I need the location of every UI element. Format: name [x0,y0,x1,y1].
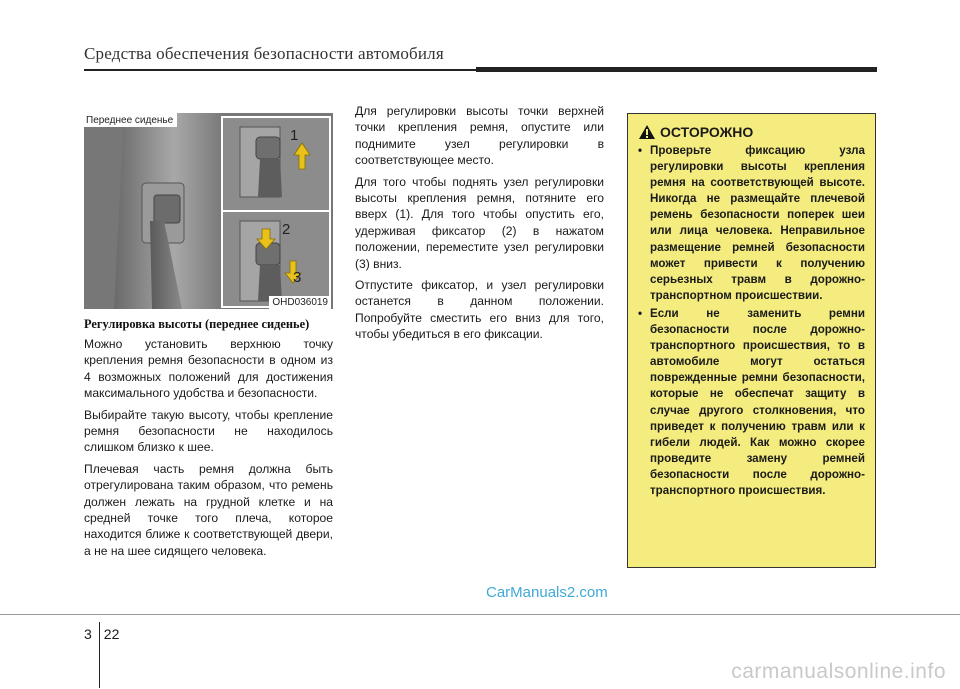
header-title: Средства обеспечения безопасности автомобиля [84,44,444,63]
seatbelt-figure [84,113,333,309]
bullet-icon: • [638,144,643,157]
page-number-value: 22 [103,626,120,642]
marker-3: 3 [293,269,302,286]
warning-list [638,143,865,499]
column-1 [84,316,333,564]
warning-triangle-icon [638,124,656,140]
paragraph: Для регулировки высоты точки верхней точки крепления ремня, опустите или поднимите узел регулировки в соответствующее место. [355,104,604,168]
marker-1: 1 [290,127,299,144]
warning-item [638,306,865,499]
page-number [84,626,119,642]
warning-item-text: Если не заменить ремни безопасности после дорожно-транспортного происшествия, то в автомобиле могут остаться поврежденные ремни безопасности, которые не обеспечат защиту в случае другого столкновения, что приведет к получению травм или к гибели людей. Как можно скорее проведите замену ремней безопасности после дорожно-транспортного происшествия. [650,306,865,497]
warning-title: ОСТОРОЖНО [660,124,754,140]
bullet-icon: • [638,306,643,320]
footer-rule [0,614,960,615]
column-2 [355,103,604,348]
warning-box [627,113,876,568]
header-rule-accent [476,67,877,72]
paragraph: Для того чтобы поднять узел регулировки высоты крепления ремня, потяните его вверх (1). Для того чтобы опустить его, удерживая фиксатор (2) в нажатом положении, переместите узел регулировки (3) вниз. [355,174,604,271]
figure-tag: Переднее сиденье [84,113,177,127]
paragraph: Плечевая часть ремня должна быть отрегулирована таким образом, что ремень должен лежать на грудной клетке и на средней точке того плеча, которое находится ближе к соответствующей двери, а не на шее сидящего человека. [84,461,333,558]
paragraph: Выбирайте такую высоту, чтобы крепление ремня безопасности не находилось слишком близко к шее. [84,407,333,455]
footer-watermark: carmanualsonline.info [731,660,946,683]
warning-header [638,124,865,140]
section-subheading: Регулировка высоты (переднее сиденье) [84,317,310,331]
figure-code: OHD036019 [269,296,331,309]
warning-item [638,143,865,304]
warning-item-text: Проверьте фиксацию узла регулировки высоты крепления ремня на соответствующей высоте. Никогда не размещайте плечевой ремень безопасности поперек шеи или лица человека. Неправильное размещение ремней безопасности может привести к получению серьезных травм в дорожно-транспортном происшествии. [650,144,865,302]
page-section: 3 [84,626,92,642]
paragraph: Можно установить верхнюю точку крепления ремня безопасности в одном из 4 возможных положений для достижения максимального удобства и безопасности. [84,337,333,401]
inline-watermark[interactable]: CarManuals2.com [486,584,608,601]
marker-2: 2 [282,221,291,238]
paragraph: Отпустите фиксатор, и узел регулировки останется в данном положении. Попробуйте сместить его вниз для того, чтобы убедиться в его фиксации. [355,278,604,342]
